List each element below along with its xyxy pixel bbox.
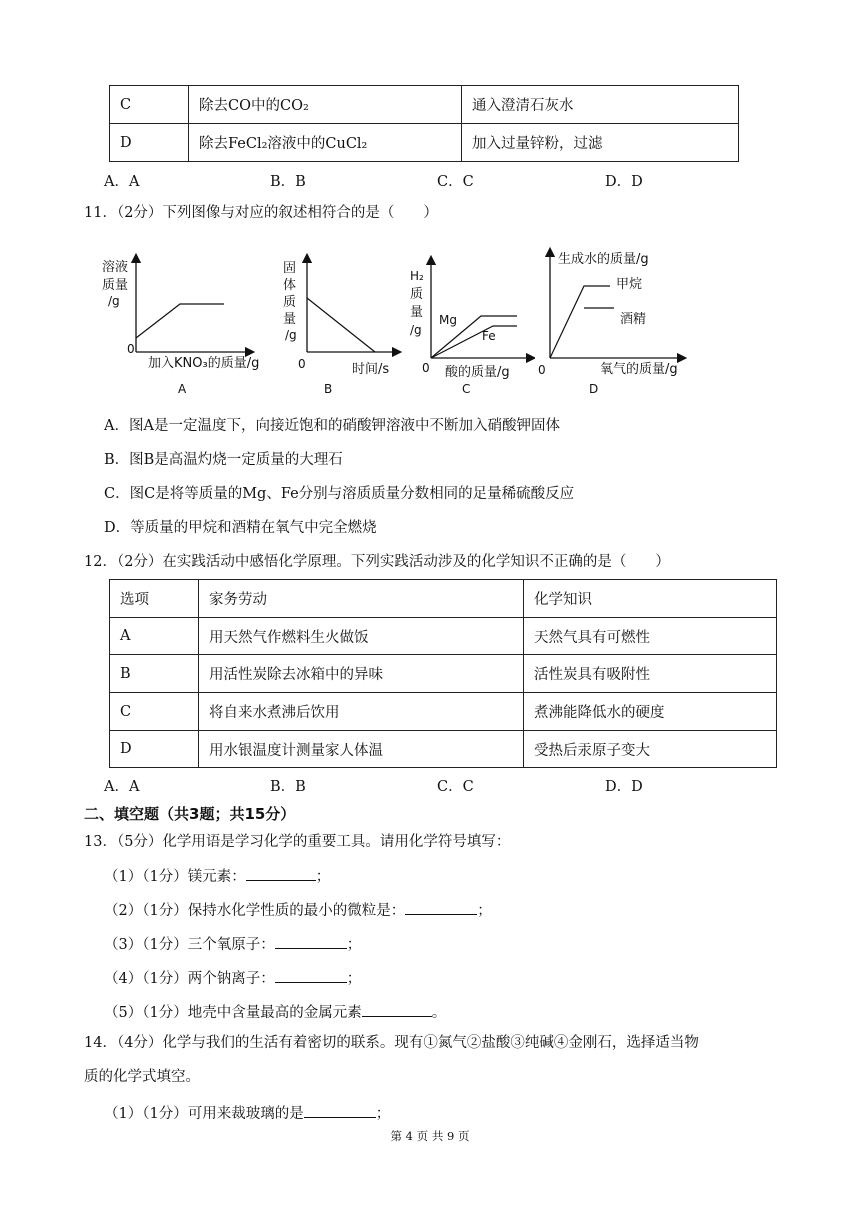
q12-option-c[interactable]: C．C: [437, 779, 474, 795]
table-row: [110, 731, 777, 768]
q10-option-b[interactable]: B．B: [270, 174, 306, 190]
graph-caption: B: [324, 382, 333, 396]
q14-stem-line1: 14．（4分）化学与我们的生活有着密切的联系。现有①氮气②盐酸③纯碱④金刚石，选择适当物: [84, 1035, 699, 1051]
q11-option-c[interactable]: C．图C是将等质量的Mg、Fe分别与溶质质量分数相同的足量稀硫酸反应: [104, 486, 575, 502]
item-end: ；: [477, 903, 492, 919]
y-label: 质: [410, 287, 424, 302]
graph-caption: D: [589, 382, 599, 396]
q14-stem-line2: 质的化学式填空。: [84, 1069, 200, 1085]
series-line-fe: [431, 326, 517, 358]
series-line: [307, 298, 375, 352]
item-end: ；: [346, 937, 362, 953]
page-footer: 第 4 页 共 9 页: [390, 1129, 470, 1143]
x-label: 酸的质量/g: [445, 365, 510, 380]
q10-option-d[interactable]: D．D: [605, 174, 643, 190]
q14-item-1: [104, 1103, 390, 1124]
table-cell: 加入过量锌粉，过滤: [462, 124, 739, 162]
table-cell: B: [110, 655, 199, 693]
graph-c: [405, 240, 535, 400]
y-unit: /g: [410, 323, 422, 337]
q11-stem: 11．（2分）下列图像与对应的叙述相符合的是（ ）: [84, 205, 438, 221]
q13-item-3: [104, 934, 361, 955]
q13-item-4: [104, 968, 361, 989]
y-label: 生成水的质量/g: [558, 252, 649, 267]
q11-option-d[interactable]: D．等质量的甲烷和酒精在氧气中完全燃烧: [104, 520, 377, 536]
table-cell: C: [110, 693, 199, 731]
table-row: [110, 618, 777, 655]
q12-table: [109, 579, 777, 768]
table-row: [110, 124, 739, 162]
origin-label: 0: [538, 363, 546, 377]
item-end: ；: [346, 971, 362, 987]
table-cell: 煮沸能降低水的硬度: [524, 693, 777, 731]
origin-label: 0: [298, 357, 306, 371]
table-cell: A: [110, 618, 199, 655]
graph-caption: C: [462, 382, 471, 396]
table-cell: 用水银温度计测量家人体温: [199, 731, 524, 768]
q10-table: [109, 85, 739, 162]
table-cell: D: [110, 731, 199, 768]
series-line: [136, 304, 224, 338]
table-row: [110, 86, 739, 124]
graph-caption: A: [178, 382, 187, 396]
table-header-row: [110, 580, 777, 618]
y-label: 量: [283, 312, 297, 327]
series-label-fe: Fe: [482, 329, 496, 343]
y-label: H₂: [410, 269, 424, 283]
item-text: （3）（1分）三个氧原子：: [104, 937, 275, 953]
section-title: 二、填空题（共3题；共15分）: [84, 805, 296, 823]
y-unit: /g: [108, 294, 120, 308]
q13-item-5: [104, 1002, 446, 1023]
q13-item-1: [104, 866, 330, 887]
q12-stem: 12．（2分）在实践活动中感悟化学原理。下列实践活动涉及的化学知识不正确的是（ ）: [84, 554, 670, 570]
answer-blank[interactable]: [246, 866, 316, 881]
answer-blank[interactable]: [405, 900, 477, 915]
y-label: 质量: [102, 278, 129, 293]
origin-label: 0: [422, 361, 430, 375]
table-row: [110, 655, 777, 693]
item-text: （2）（1分）保持水化学性质的最小的微粒是：: [104, 903, 406, 919]
x-label: 加入KNO₃的质量/g: [148, 356, 260, 371]
series-line-methane: [550, 286, 610, 358]
item-end: ；: [315, 869, 331, 885]
q12-option-d[interactable]: D．D: [605, 779, 643, 795]
column-header: 家务劳动: [199, 580, 524, 618]
answer-blank[interactable]: [362, 1002, 432, 1017]
answer-blank[interactable]: [275, 968, 347, 983]
graph-d: [530, 240, 700, 400]
item-end: ；: [375, 1106, 391, 1122]
item-text: （1）（1分）镁元素：: [104, 869, 246, 885]
q10-option-c[interactable]: C．C: [437, 174, 474, 190]
q13-item-2: [104, 900, 492, 921]
x-label: 时间/s: [352, 362, 390, 377]
column-header: 选项: [110, 580, 199, 618]
table-row: [110, 693, 777, 731]
item-text: （5）（1分）地壳中含量最高的金属元素: [104, 1005, 362, 1021]
series-label-ethanol: 酒精: [620, 312, 647, 327]
table-cell: 除去CO中的CO₂: [189, 86, 462, 124]
q11-option-a[interactable]: A．图A是一定温度下，向接近饱和的硝酸钾溶液中不断加入硝酸钾固体: [104, 418, 560, 434]
y-label: 量: [410, 305, 424, 320]
y-label: 固: [283, 261, 297, 276]
graph-a: [98, 240, 278, 400]
answer-blank[interactable]: [275, 934, 347, 949]
table-cell: 天然气具有可燃性: [524, 618, 777, 655]
series-label-methane: 甲烷: [616, 277, 643, 292]
table-cell: C: [110, 86, 189, 124]
series-label-mg: Mg: [439, 313, 457, 327]
item-text: （4）（1分）两个钠离子：: [104, 971, 275, 987]
q11-option-b[interactable]: B．图B是高温灼烧一定质量的大理石: [104, 452, 343, 468]
column-header: 化学知识: [524, 580, 777, 618]
graph-b: [275, 240, 405, 400]
q12-option-a[interactable]: A．A: [104, 779, 140, 795]
q12-option-b[interactable]: B．B: [270, 779, 306, 795]
origin-label: 0: [127, 342, 135, 356]
table-cell: 用天然气作燃料生火做饭: [199, 618, 524, 655]
y-unit: /g: [285, 328, 297, 342]
table-cell: 通入澄清石灰水: [462, 86, 739, 124]
q10-option-a[interactable]: A．A: [104, 174, 140, 190]
table-cell: 受热后汞原子变大: [524, 731, 777, 768]
x-label: 氧气的质量/g: [600, 362, 678, 377]
table-cell: D: [110, 124, 189, 162]
table-cell: 将自来水煮沸后饮用: [199, 693, 524, 731]
y-label: 体: [283, 278, 297, 293]
table-cell: 用活性炭除去冰箱中的异味: [199, 655, 524, 693]
y-label: 溶液: [102, 260, 129, 275]
answer-blank[interactable]: [304, 1103, 376, 1118]
y-label: 质: [283, 295, 297, 310]
q13-stem: 13．（5分）化学用语是学习化学的重要工具。请用化学符号填写：: [84, 834, 511, 850]
item-end: 。: [431, 1005, 447, 1021]
table-cell: 除去FeCl₂溶液中的CuCl₂: [189, 124, 462, 162]
table-cell: 活性炭具有吸附性: [524, 655, 777, 693]
item-text: （1）（1分）可用来裁玻璃的是: [104, 1106, 304, 1122]
